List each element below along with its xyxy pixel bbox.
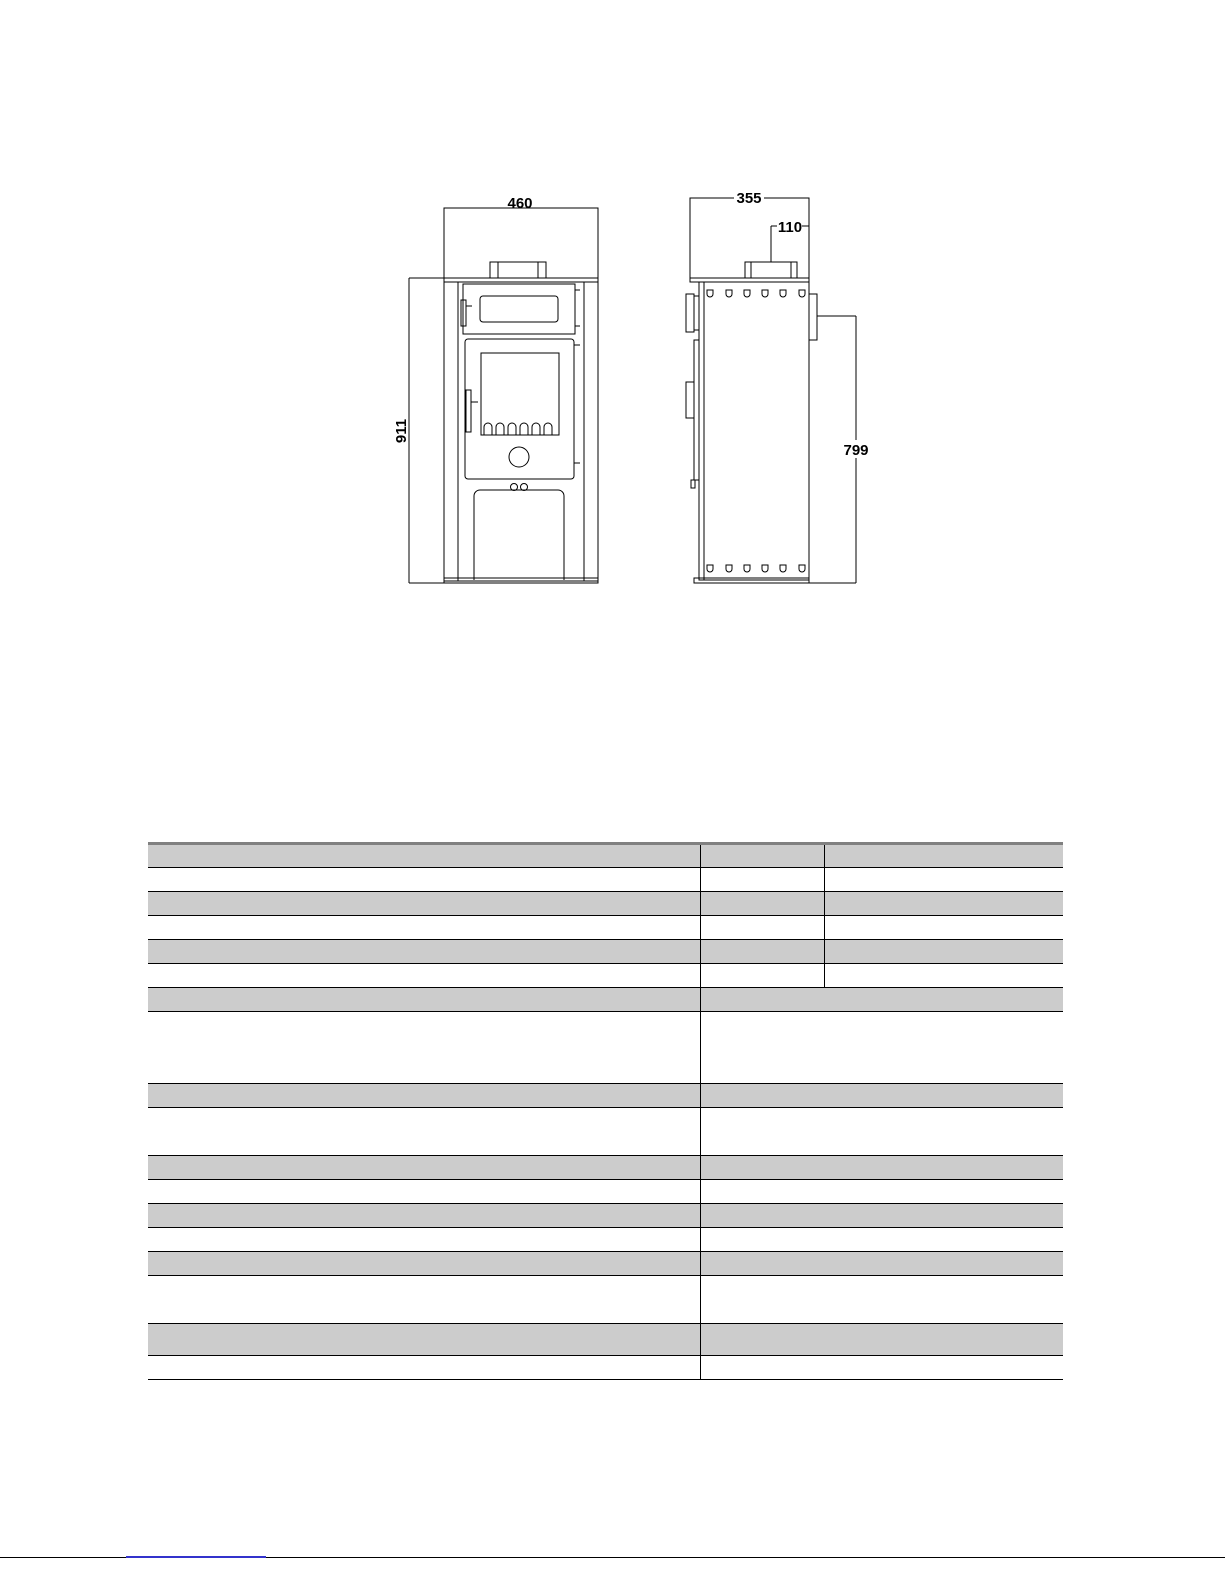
spec-row [148, 1228, 1063, 1252]
spec-value-cell [700, 1084, 1063, 1108]
spec-row [148, 1324, 1063, 1356]
spec-label-cell [148, 1276, 700, 1324]
spec-value-cell [700, 1252, 1063, 1276]
spec-label-cell [148, 1012, 700, 1084]
spec-label-cell [148, 1324, 700, 1356]
spec-label-cell [148, 1180, 700, 1204]
spec-label-cell [148, 916, 700, 940]
front-width-dimension-box [444, 208, 598, 278]
spec-row [148, 1156, 1063, 1180]
spec-row [148, 1252, 1063, 1276]
spec-row [148, 1084, 1063, 1108]
spec-value-cell [700, 1012, 1063, 1084]
front-log-store [474, 490, 564, 580]
spec-value-cell [700, 1324, 1063, 1356]
spec-row [148, 916, 1063, 940]
spec-value-cell [824, 916, 1063, 940]
side-view [686, 190, 872, 583]
spec-unit-cell [700, 916, 824, 940]
spec-row [148, 892, 1063, 916]
specifications-table [148, 842, 1063, 1380]
front-top-plate [444, 278, 598, 282]
side-rear-outlet [809, 294, 817, 340]
spec-value-cell [824, 964, 1063, 988]
spec-row [148, 1180, 1063, 1204]
spec-unit-cell [700, 844, 824, 868]
spec-row [148, 964, 1063, 988]
spec-label-cell [148, 988, 700, 1012]
spec-row [148, 1204, 1063, 1228]
side-outlet-height-label: 799 [843, 442, 869, 459]
spec-label-cell [148, 1156, 700, 1180]
side-vents-top [707, 290, 805, 297]
spec-label-cell [148, 964, 700, 988]
spec-value-cell [700, 988, 1063, 1012]
front-air-control [509, 447, 529, 467]
spec-value-cell [824, 844, 1063, 868]
stove-dimension-drawing [0, 0, 1225, 620]
side-depth-label: 355 [736, 190, 762, 207]
spec-unit-cell [700, 940, 824, 964]
footer-link-underline[interactable] [126, 1556, 266, 1558]
spec-value-cell [824, 868, 1063, 892]
spec-label-cell [148, 1356, 700, 1380]
side-vents-bottom [707, 565, 805, 572]
spec-value-cell [700, 1356, 1063, 1380]
spec-row [148, 1012, 1063, 1084]
spec-value-cell [700, 1180, 1063, 1204]
spec-row [148, 988, 1063, 1012]
spec-unit-cell [700, 892, 824, 916]
spec-value-cell [824, 940, 1063, 964]
spec-value-cell [700, 1156, 1063, 1180]
spec-label-cell [148, 1204, 700, 1228]
spec-row [148, 1108, 1063, 1156]
spec-row [148, 1276, 1063, 1324]
front-knob-right [521, 484, 528, 491]
spec-label-cell [148, 940, 700, 964]
spec-label-cell [148, 892, 700, 916]
spec-value-cell [700, 1276, 1063, 1324]
spec-unit-cell [700, 868, 824, 892]
front-height-label: 911 [393, 418, 410, 444]
front-width-label: 460 [507, 195, 533, 212]
specifications-table-body [148, 844, 1063, 1380]
spec-unit-cell [700, 964, 824, 988]
front-knob-left [511, 484, 518, 491]
side-flue-label: 110 [777, 219, 803, 236]
spec-label-cell [148, 1108, 700, 1156]
side-body [699, 282, 809, 580]
front-grate-arches [484, 423, 552, 435]
side-top-plate [690, 278, 809, 282]
spec-label-cell [148, 868, 700, 892]
spec-label-cell [148, 1252, 700, 1276]
spec-row [148, 1356, 1063, 1380]
spec-row [148, 868, 1063, 892]
spec-label-cell [148, 844, 700, 868]
spec-value-cell [824, 892, 1063, 916]
side-flue-collar [745, 262, 797, 278]
spec-label-cell [148, 1228, 700, 1252]
spec-label-cell [148, 1084, 700, 1108]
spec-value-cell [700, 1204, 1063, 1228]
side-oven-door-profile [686, 294, 694, 332]
front-oven-window [480, 296, 558, 322]
side-fire-door-profile [686, 382, 694, 418]
spec-value-cell [700, 1228, 1063, 1252]
spec-value-cell [700, 1108, 1063, 1156]
spec-row [148, 940, 1063, 964]
front-fire-handle [466, 390, 471, 432]
front-view [393, 195, 598, 583]
spec-row [148, 844, 1063, 868]
